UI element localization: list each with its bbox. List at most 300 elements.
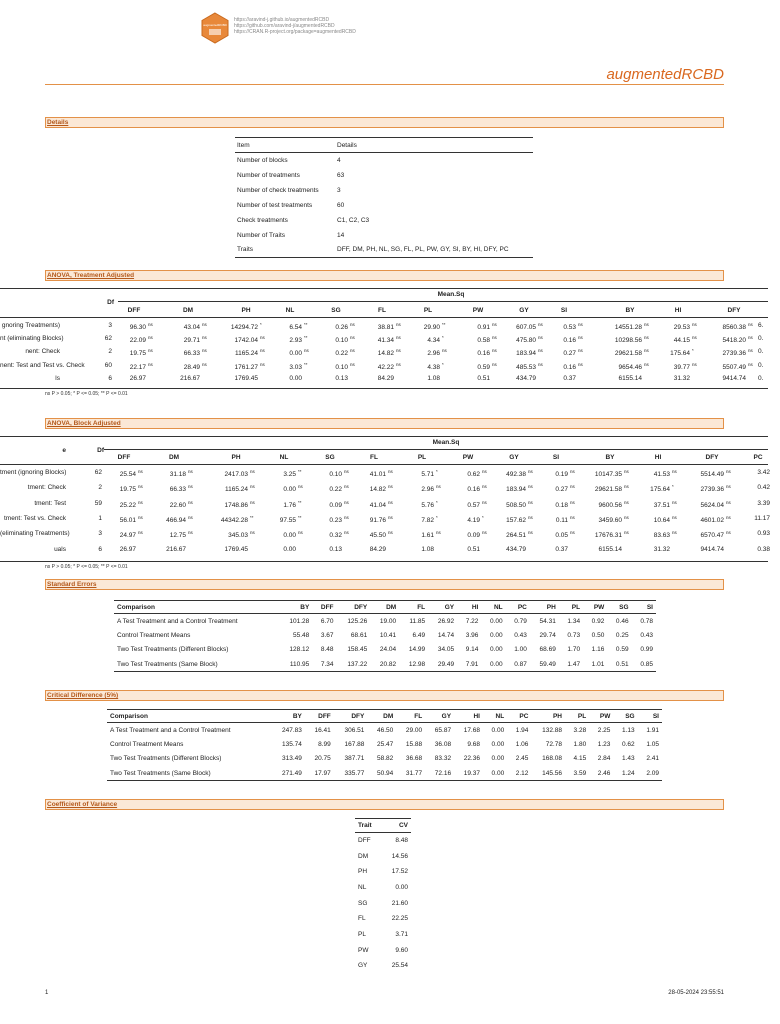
ms-cell (90, 500, 146, 509)
col-header: NL (285, 307, 295, 314)
col-header: DM (182, 307, 194, 314)
anova-row (0, 335, 768, 347)
anova-rule (104, 449, 768, 450)
sig-marker: ns (726, 499, 731, 505)
se-cell: 1.00 (514, 646, 527, 654)
se-header-cell: GY (428, 601, 457, 614)
cd-cell: 22.36 (463, 755, 480, 763)
ms-value: 0.51 (467, 545, 480, 553)
ms-value: 0.09 (467, 532, 480, 540)
se-header-cell: SI (632, 601, 656, 614)
sig-marker: ns (260, 348, 265, 354)
ms-value: 2.96 (427, 350, 440, 358)
cv-row (355, 864, 411, 880)
row-df: 1 (98, 514, 102, 522)
cv-header-cell: CV (381, 819, 411, 833)
row-label: uals (54, 545, 66, 553)
ms-value: 0.62 (467, 471, 480, 479)
ms-cell (394, 348, 450, 357)
ms-cell (644, 348, 700, 357)
ms-value: 0.13 (329, 545, 342, 553)
cd-cell: 29.00 (405, 726, 423, 734)
link-github[interactable]: https://github.com/aravind-j/augmentedRCBD (234, 23, 335, 30)
cv-cell: GY (358, 962, 368, 970)
se-cell: 137.22 (337, 657, 371, 672)
ms-value: 96.30 (129, 324, 146, 332)
ms-cell (522, 530, 578, 539)
sig-marker: ns (350, 335, 355, 341)
sig-marker: ns (538, 335, 543, 341)
row-df: 62 (94, 469, 102, 476)
sig-marker: ns (624, 499, 629, 505)
sig-marker: ns (692, 335, 697, 341)
ms-value: 0.16 (563, 337, 576, 345)
ms-value: 175.64 (670, 350, 690, 358)
ms-value: 1165.24 (234, 350, 258, 358)
sig-marker: ns (260, 335, 265, 341)
se-header-cell: DFF (312, 601, 336, 614)
cd-cell: 15.88 (405, 740, 423, 748)
ms-cell-clipped: 6. (758, 322, 764, 329)
significance-footnote: ns P > 0.05; * P <= 0.05; ** P <= 0.01 (45, 563, 128, 570)
se-cell: 0.46 (615, 617, 629, 625)
cv-row (355, 911, 411, 927)
cd-cell: 168.08 (542, 755, 562, 763)
cd-cell: 0.00 (491, 726, 505, 734)
sig-marker: ns (202, 322, 207, 327)
anova-row (0, 500, 768, 512)
sig-marker: ns (570, 530, 575, 536)
ms-value: 4.38 (427, 363, 440, 371)
cd-cell: 145.56 (531, 766, 565, 781)
ms-value: 6155.14 (618, 374, 642, 382)
sig-marker: ns (250, 484, 255, 490)
sig-marker: ns (148, 335, 153, 341)
details-cell: 4 (337, 156, 341, 164)
sig-marker: ns (388, 484, 393, 490)
link-cran[interactable]: https://CRAN.R-project.org/package=augmentedRCBD (234, 29, 356, 36)
se-header-cell: DFY (337, 601, 371, 614)
ms-value: 37.51 (653, 501, 670, 509)
sig-marker: ns (726, 469, 731, 474)
ms-cell (724, 515, 780, 522)
sig-marker: ns (344, 530, 349, 536)
ms-cell (624, 515, 680, 524)
sig-marker: ns (344, 514, 349, 520)
ms-value: 10.64 (653, 517, 670, 525)
sig-marker: ns (202, 335, 207, 341)
ms-value: 29621.58 (594, 486, 622, 494)
cv-cell: 14.56 (391, 852, 408, 860)
cd-cell: 17.68 (463, 726, 480, 734)
sig-marker: ns (528, 499, 533, 505)
ms-cell (530, 348, 586, 357)
ms-value: 3.39 (757, 499, 770, 507)
sig-marker: ns (578, 335, 583, 341)
se-cell: 0.87 (506, 657, 530, 672)
sig-marker: ns (138, 514, 143, 520)
ms-value: 84.29 (377, 374, 394, 382)
sig-marker: ** (442, 322, 446, 327)
cv-row (355, 895, 411, 911)
ms-value: 0.58 (477, 337, 490, 345)
sig-marker: ns (482, 530, 487, 536)
row-df: 6 (108, 374, 112, 382)
se-cell: 9.14 (465, 646, 479, 654)
ms-value: 4.34 (427, 337, 440, 345)
ms-value: 4.19 (467, 517, 480, 525)
ms-value: 0.22 (335, 350, 348, 358)
ms-cell (154, 335, 210, 344)
ms-value: 434.79 (516, 374, 536, 382)
ms-value: 45.50 (369, 532, 386, 540)
cd-cell: 132.88 (542, 726, 562, 734)
cd-cell: 46.50 (376, 726, 394, 734)
ms-value: 0.32 (329, 532, 342, 540)
se-cell: 1.70 (567, 646, 581, 654)
cv-cell: FL (358, 915, 366, 923)
ms-value: 0.05 (555, 532, 568, 540)
ms-cell (700, 375, 756, 382)
details-cell: Number of treatments (237, 171, 300, 179)
ms-value: 41.01 (369, 471, 386, 479)
sig-marker: ns (644, 322, 649, 327)
ms-value: 24.97 (119, 532, 136, 540)
sig-marker: ns (672, 469, 677, 474)
sig-marker: ns (624, 514, 629, 520)
link-pkgdown[interactable]: https://aravind-j.github.io/augmentedRCBD (234, 17, 330, 23)
ms-value: 10147.35 (594, 471, 622, 479)
row-df: 60 (104, 361, 112, 369)
details-row (235, 168, 533, 183)
ms-cell (724, 546, 780, 553)
ms-value: 0.09 (329, 501, 342, 509)
se-header-cell: DM (370, 601, 399, 614)
sig-marker: ns (748, 348, 753, 354)
ms-cell (100, 322, 156, 331)
ms-cell-clipped: 0. (758, 361, 764, 369)
ms-value: 5418.20 (722, 337, 746, 345)
ms-cell (100, 362, 156, 371)
sig-marker: ns (344, 469, 349, 474)
ms-value: 508.50 (506, 501, 526, 509)
col-header: SI (552, 454, 560, 461)
ms-value: 0.13 (335, 374, 348, 382)
se-header-cell: PC (506, 601, 530, 614)
ms-value: 91.76 (369, 517, 386, 525)
row-label: ls (55, 374, 60, 382)
ms-value: 216.67 (166, 545, 186, 553)
col-header: DM (168, 454, 180, 461)
row-label: tment (ignoring Blocks) (0, 469, 67, 476)
header-rule (45, 84, 724, 85)
sig-marker: ns (672, 514, 677, 520)
ms-value: 29621.58 (614, 350, 642, 358)
ms-value: 1.08 (421, 545, 434, 553)
sig-marker: * (672, 484, 674, 490)
anova-row (0, 375, 768, 387)
se-cell: 14.99 (408, 646, 426, 654)
cd-header-cell: BY (271, 710, 305, 723)
cd-cell: 17.97 (305, 766, 334, 781)
section-coefficient-of-variance: Coefficient of Variance (45, 799, 724, 810)
ms-cell (100, 348, 156, 357)
ms-value: 29.53 (673, 324, 690, 332)
sig-marker: ** (298, 499, 302, 505)
ms-value: 28.49 (183, 363, 200, 371)
sig-marker: ns (578, 348, 583, 354)
section-details: Details (45, 117, 724, 128)
section-critical-difference: Critical Difference (5%) (45, 690, 724, 701)
col-header: PH (231, 454, 241, 461)
ms-cell (140, 515, 196, 524)
sig-marker: ns (726, 530, 731, 536)
sig-marker: * (692, 348, 694, 354)
anova-row (0, 322, 768, 334)
cv-cell: NL (358, 883, 367, 891)
package-hex-logo (201, 12, 229, 44)
sig-marker: ns (726, 514, 731, 520)
cv-header-cell: Trait (355, 819, 381, 833)
sig-marker: ns (350, 361, 355, 367)
cd-cell: 271.49 (271, 766, 305, 781)
sig-marker: * (436, 499, 438, 505)
cd-row (107, 737, 662, 752)
cv-cell: 17.52 (391, 868, 408, 876)
ms-value: 0.16 (477, 350, 490, 358)
critical-difference-table (107, 709, 662, 781)
sig-marker: ns (492, 322, 497, 327)
ms-value: 2.96 (421, 486, 434, 494)
ms-value: 22.60 (169, 501, 186, 509)
ms-value: 25.54 (119, 471, 136, 479)
sig-marker: ns (442, 348, 447, 354)
se-cell: Two Test Treatments (Same Block) (114, 657, 279, 672)
ms-value: 0.23 (329, 517, 342, 525)
cd-cell: 1.13 (621, 726, 635, 734)
se-cell: 158.45 (347, 646, 368, 654)
sig-marker: ns (304, 348, 309, 354)
se-cell: 7.91 (457, 657, 481, 672)
cv-row (355, 958, 411, 974)
cv-cell: 3.71 (395, 930, 408, 938)
ms-value: 11.17 (754, 514, 770, 522)
sig-marker: * (436, 469, 438, 474)
col-header: PL (417, 454, 427, 461)
ms-value: 0.16 (467, 486, 480, 494)
se-header-cell: PW (583, 601, 607, 614)
sig-marker: ns (644, 348, 649, 354)
sig-marker: ns (624, 484, 629, 490)
col-header: PH (241, 307, 251, 314)
ms-cell (140, 469, 196, 478)
page-number: 1 (45, 990, 49, 996)
ms-value: 42.22 (377, 363, 394, 371)
ms-cell (394, 375, 450, 382)
cv-header-row (355, 819, 411, 833)
ms-cell (644, 335, 700, 344)
sig-marker: ns (624, 469, 629, 474)
ms-value: 0.22 (329, 486, 342, 494)
row-label: tment: Check (27, 484, 66, 492)
cd-header-cell: DFF (305, 710, 334, 723)
ms-cell (522, 469, 578, 478)
cv-row (355, 848, 411, 864)
ms-value: 14551.28 (614, 324, 642, 332)
col-header: SG (331, 307, 341, 314)
ms-value: 0.10 (329, 471, 342, 479)
cd-cell: 65.87 (434, 726, 452, 734)
ms-cell (90, 546, 146, 553)
se-cell: 1.01 (583, 657, 607, 672)
se-header-row (114, 601, 656, 614)
col-header: HI (674, 307, 682, 314)
sig-marker: * (442, 335, 444, 341)
se-cell: 0.73 (567, 631, 581, 639)
cd-header-cell: FL (396, 710, 425, 723)
sig-marker: ns (482, 499, 487, 505)
cv-cell: PL (358, 930, 366, 938)
ms-value: 5624.04 (700, 501, 724, 509)
cv-cell: 9.60 (395, 946, 408, 954)
cv-cell: DM (358, 852, 369, 860)
sig-marker: ns (570, 499, 575, 505)
ms-value: 83.63 (653, 532, 670, 540)
cd-header-cell: PL (565, 710, 589, 723)
se-cell: 11.85 (409, 617, 426, 625)
ms-value: 19.75 (119, 486, 136, 494)
cd-cell: 9.68 (467, 740, 480, 748)
cd-cell: 247.83 (281, 726, 302, 734)
sig-marker: ns (188, 484, 193, 490)
details-row (235, 198, 533, 213)
cv-row (355, 880, 411, 896)
ms-value: 41.34 (377, 337, 394, 345)
ms-value: 0.53 (563, 324, 576, 332)
cv-cell: PW (358, 946, 369, 954)
cd-header-cell: PW (589, 710, 613, 723)
ms-value: 0.00 (283, 545, 296, 553)
ms-cell (530, 322, 586, 331)
cd-cell: 16.41 (314, 726, 331, 734)
ms-cell (624, 469, 680, 478)
se-cell: 7.22 (465, 617, 479, 625)
se-cell: 55.48 (293, 631, 310, 639)
cd-cell: 387.71 (344, 755, 365, 763)
sig-marker: ns (436, 484, 441, 490)
se-cell: A Test Treatment and a Control Treatment (117, 617, 238, 625)
details-cell: 60 (337, 201, 345, 209)
ms-value: 14.82 (369, 486, 386, 494)
cd-cell: 1.23 (597, 740, 611, 748)
se-cell: 0.51 (607, 657, 631, 672)
cd-header-cell: SG (613, 710, 637, 723)
col-header: PW (472, 307, 484, 314)
se-cell: 125.26 (347, 617, 368, 625)
details-cell: Number of check treatments (237, 186, 319, 194)
col-header: BY (625, 307, 635, 314)
ms-value: 12.75 (169, 532, 186, 540)
sig-marker: * (482, 514, 484, 520)
se-cell: 1.34 (567, 617, 581, 625)
sig-marker: ns (538, 348, 543, 354)
sig-marker: ns (396, 335, 401, 341)
se-cell: 10.41 (379, 631, 397, 639)
details-cell: 3 (337, 186, 341, 194)
sig-marker: ns (350, 322, 355, 327)
ms-value: 4601.02 (700, 517, 724, 525)
se-row (114, 628, 656, 643)
ms-value: 607.05 (516, 324, 536, 332)
cv-cell: 21.60 (391, 899, 408, 907)
cd-cell: 0.00 (483, 766, 507, 781)
meansq-header: Mean.Sq (437, 291, 465, 298)
sig-marker: ns (396, 348, 401, 354)
ms-value: 56.01 (119, 517, 136, 525)
ms-value: 175.64 (650, 486, 670, 494)
se-cell: 29.49 (428, 657, 457, 672)
anova-rule (0, 288, 768, 289)
timestamp: 28-05-2024 23:55:51 (668, 990, 724, 996)
ms-cell (90, 515, 146, 524)
ms-value: 31.32 (673, 374, 690, 382)
ms-value: 1.61 (421, 532, 434, 540)
section-anova-block: ANOVA, Block Adjusted (45, 418, 724, 429)
sig-marker: ns (570, 484, 575, 490)
cd-header-cell: HI (454, 710, 483, 723)
row-df: 59 (94, 499, 102, 507)
ms-cell (624, 484, 680, 493)
se-cell: 14.74 (437, 631, 455, 639)
ms-value: 3459.60 (598, 517, 622, 525)
col-header: PC (753, 454, 763, 461)
sig-marker: ns (436, 530, 441, 536)
row-df: 6 (98, 545, 102, 553)
cd-header-row (107, 710, 662, 723)
cd-cell: 2.84 (597, 755, 611, 763)
ms-value: 39.77 (673, 363, 690, 371)
anova-row (0, 362, 768, 374)
sig-marker: ** (250, 514, 254, 520)
details-header-cell: Item (235, 138, 335, 153)
ms-value: 0.38 (757, 545, 770, 553)
ms-value: 2417.03 (224, 471, 248, 479)
ms-cell (700, 335, 756, 344)
ms-value: 0.59 (477, 363, 490, 371)
ms-value: 29.90 (423, 324, 440, 332)
sig-marker: ns (396, 322, 401, 327)
ms-cell (624, 530, 680, 539)
anova-treatment-table (0, 288, 768, 403)
sig-marker: ** (304, 361, 308, 367)
cd-row (107, 766, 662, 781)
ms-value: 0.27 (555, 486, 568, 494)
ms-value: 466.94 (166, 517, 186, 525)
se-cell: 29.74 (539, 631, 556, 639)
col-header: BY (605, 454, 615, 461)
ms-value: 492.38 (506, 471, 526, 479)
ms-value: 31.32 (653, 545, 670, 553)
sig-marker: ns (528, 469, 533, 474)
cd-cell: Two Test Treatments (Same Block) (107, 766, 271, 781)
standard-errors-table (114, 600, 656, 672)
anova-rule (0, 388, 768, 389)
ms-value: 0.91 (477, 324, 490, 332)
ms-value: 0.16 (563, 363, 576, 371)
anova-row (0, 469, 768, 481)
ms-cell (154, 322, 210, 331)
cd-header-cell: PH (531, 710, 565, 723)
